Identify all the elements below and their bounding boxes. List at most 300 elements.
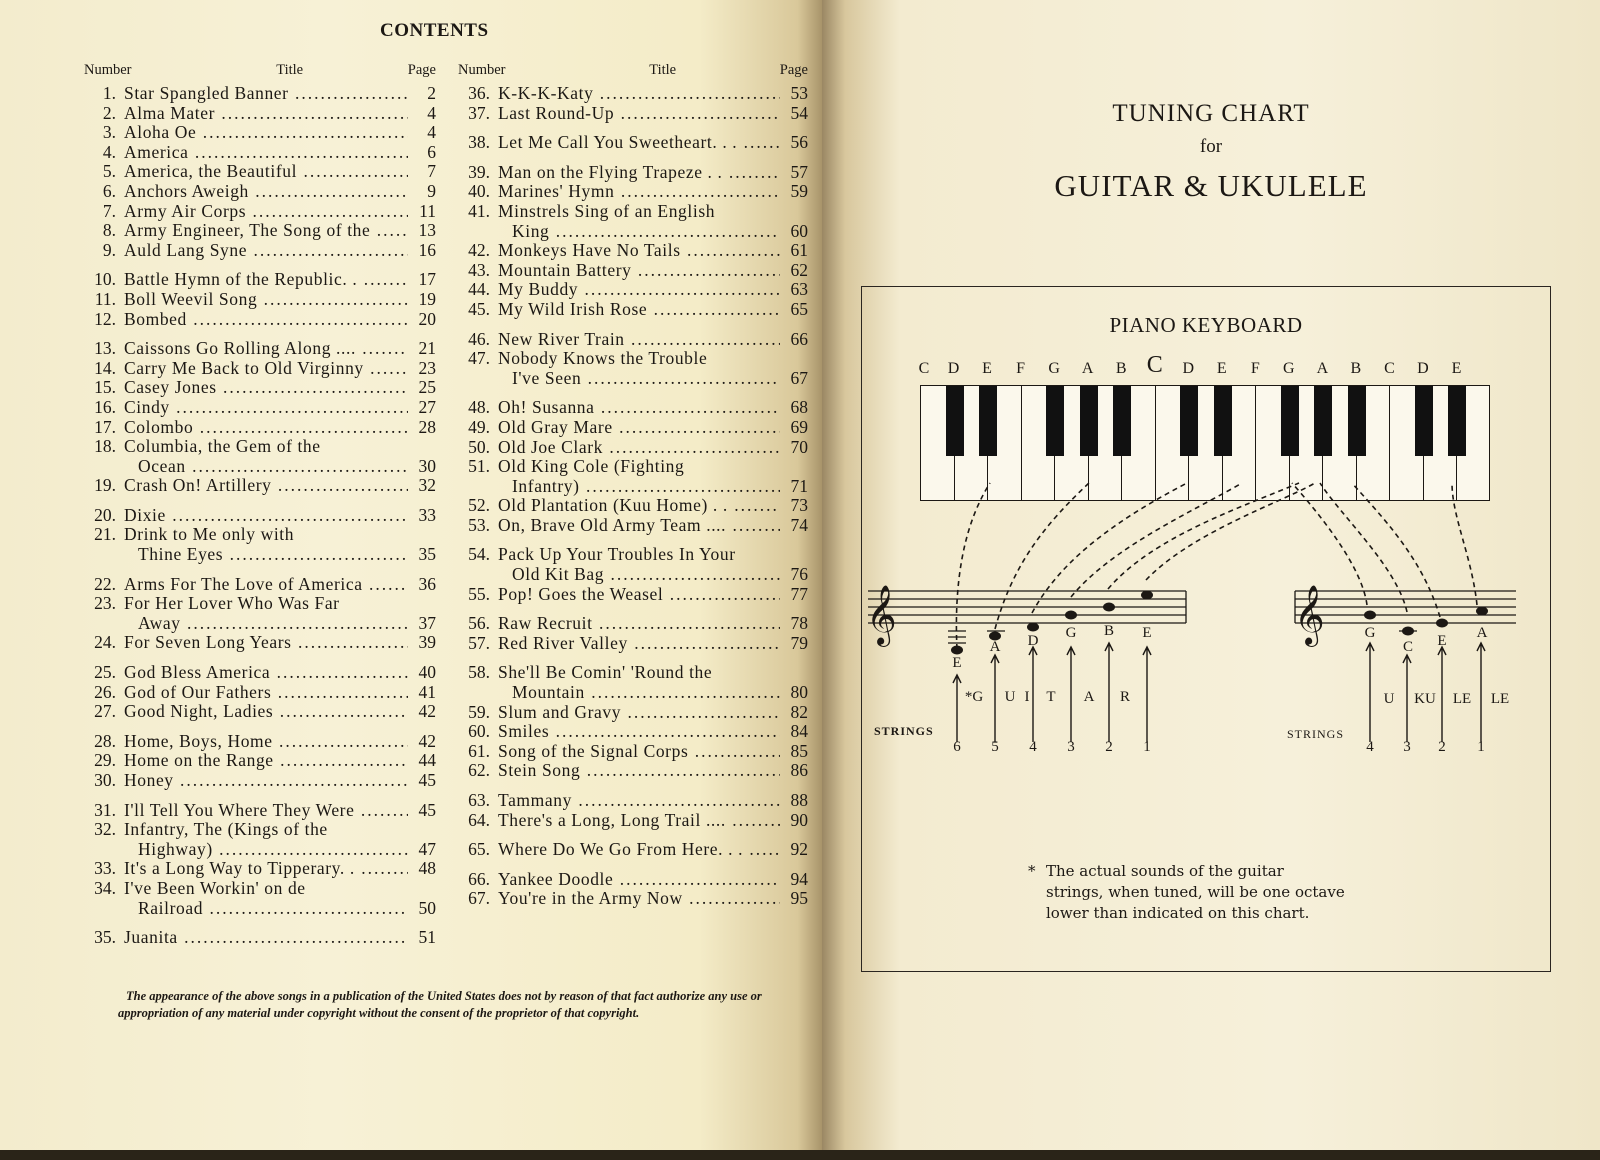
entry-number: 1. <box>102 83 116 103</box>
chart-subtitle: GUITAR & UKULELE <box>1054 168 1368 203</box>
entry-page: 9 <box>427 180 436 201</box>
contents-entry <box>458 222 808 242</box>
entry-gap <box>84 791 436 801</box>
entry-page: 45 <box>418 770 436 790</box>
entry-page: 57 <box>790 161 808 182</box>
contents-entry <box>84 545 436 565</box>
contents-entry <box>84 859 436 879</box>
contents-entry <box>84 732 436 752</box>
entry-page: 88 <box>790 790 808 810</box>
key-label: B <box>1115 360 1127 377</box>
treble-clef-icon: 𝄞 <box>866 587 897 644</box>
entry-title: America ..... <box>124 143 408 163</box>
entry-number: 16. <box>94 396 116 417</box>
contents-list <box>84 84 436 948</box>
entry-number: 7. <box>102 200 116 221</box>
guitar-word-letter: *G <box>964 689 984 705</box>
contents-entry <box>84 879 436 899</box>
entry-title: Columbia, the Gem of the <box>124 437 321 457</box>
contents-entry <box>84 751 436 771</box>
entry-number: 60. <box>468 721 490 742</box>
ukulele-word-letter: U <box>1383 691 1395 707</box>
entry-title: Away ..... <box>124 614 408 634</box>
entry-number: 19. <box>94 475 116 496</box>
tuning-chart-box <box>861 286 1551 972</box>
entry-page: 56 <box>790 132 808 153</box>
entry-page: 53 <box>790 83 808 103</box>
contents-entry <box>84 104 436 124</box>
entry-gap <box>84 496 436 506</box>
entry-page: 50 <box>418 897 436 918</box>
contents-entry <box>458 585 808 605</box>
contents-entry <box>84 457 436 477</box>
entry-gap <box>458 830 808 840</box>
entry-page: 33 <box>418 504 436 525</box>
entry-title: I've Been Workin' on de <box>124 878 306 898</box>
contents-entry <box>84 840 436 860</box>
entry-gap <box>84 722 436 732</box>
entry-title: You're in the Army Now ..... <box>498 889 780 909</box>
contents-entry <box>458 761 808 781</box>
ukulele-note-1: A <box>1476 625 1488 641</box>
entry-page: 62 <box>790 259 808 280</box>
guitar-string-number: 2 <box>1105 739 1113 755</box>
entry-page <box>780 457 808 477</box>
entry-page: 67 <box>790 367 808 388</box>
entry-title: Old Kit Bag ..... <box>498 565 780 585</box>
entry-number: 42. <box>468 240 490 261</box>
entry-title: Where Do We Go From Here. . . ..... <box>498 840 780 860</box>
entry-title: Marines' Hymn ..... <box>498 182 780 202</box>
header-title: Title <box>649 62 677 78</box>
entry-number: 13. <box>94 338 116 359</box>
contents-entry <box>458 369 808 389</box>
contents-column-left <box>84 62 436 948</box>
column-header <box>84 62 436 82</box>
entry-title: Old Plantation (Kuu Home) . . ..... <box>498 496 780 516</box>
contents-entry <box>458 163 808 183</box>
ukulele-word-letter: LE <box>1490 691 1510 707</box>
contents-entry <box>84 899 436 919</box>
entry-title: Casey Jones ..... <box>124 378 408 398</box>
contents-entry <box>84 398 436 418</box>
contents-entry <box>458 330 808 350</box>
contents-entry <box>84 123 436 143</box>
contents-entry <box>458 663 808 683</box>
entry-title: New River Train ..... <box>498 330 780 350</box>
chart-title: TUNING CHART <box>1112 100 1310 127</box>
entry-page: 79 <box>790 632 808 653</box>
guitar-word-letter: A <box>1083 689 1095 705</box>
entry-page <box>408 594 436 614</box>
entry-page <box>408 525 436 545</box>
contents-entry <box>84 702 436 722</box>
entry-title: Crash On! Artillery ..... <box>124 476 408 496</box>
header-page: Page <box>779 62 808 78</box>
entry-number <box>458 477 498 497</box>
key-label: E <box>982 360 992 377</box>
entry-title: My Buddy ..... <box>498 280 780 300</box>
contents-entry <box>84 359 436 379</box>
entry-page: 63 <box>790 279 808 300</box>
entry-number: 37. <box>468 102 490 123</box>
entry-page: 40 <box>418 662 436 683</box>
entry-number: 30. <box>94 770 116 790</box>
entry-number: 55. <box>468 583 490 604</box>
guitar-note-6: E <box>952 655 962 671</box>
header-title: Title <box>276 62 304 78</box>
entry-page: 32 <box>418 475 436 496</box>
entry-page: 76 <box>790 564 808 585</box>
contents-entry <box>458 722 808 742</box>
entry-page: 47 <box>418 838 436 859</box>
entry-page: 71 <box>790 475 808 496</box>
entry-gap <box>458 123 808 133</box>
key-label: C <box>918 360 930 377</box>
entry-gap <box>458 860 808 870</box>
entry-number: 25. <box>94 662 116 683</box>
entry-title: King ..... <box>498 222 780 242</box>
contents-entry <box>84 525 436 545</box>
entry-title: Stein Song ..... <box>498 761 780 781</box>
entry-page: 59 <box>790 181 808 202</box>
entry-page <box>780 663 808 683</box>
contents-entry <box>84 663 436 683</box>
entry-title: America, the Beautiful ..... <box>124 162 408 182</box>
ukulele-word-letter: KU <box>1414 691 1436 707</box>
entry-title: Yankee Doodle ..... <box>498 870 780 890</box>
entry-number: 52. <box>468 495 490 516</box>
entry-page: 28 <box>418 416 436 437</box>
entry-page <box>408 820 436 840</box>
guitar-word-letter: U <box>1004 689 1016 705</box>
contents-entry <box>84 241 436 261</box>
ukulele-string-number: 1 <box>1477 739 1485 755</box>
contents-entry <box>458 683 808 703</box>
contents-entry <box>84 506 436 526</box>
entry-title: Honey ..... <box>124 771 408 791</box>
contents-entry <box>458 840 808 860</box>
entry-page <box>408 879 436 899</box>
chart-title-for: for <box>1199 136 1223 157</box>
contents-entry <box>84 270 436 290</box>
contents-entry <box>84 339 436 359</box>
entry-number: 20. <box>94 504 116 525</box>
entry-page: 2 <box>427 83 436 103</box>
entry-title: Red River Valley ..... <box>498 634 780 654</box>
entry-title: Bombed ..... <box>124 310 408 330</box>
entry-number: 2. <box>102 102 116 123</box>
entry-gap <box>458 153 808 163</box>
key-label: C <box>1146 352 1163 378</box>
guitar-string-number: 6 <box>953 739 961 755</box>
entry-title: Good Night, Ladies ..... <box>124 702 408 722</box>
entry-page: 27 <box>418 396 436 417</box>
contents-entry <box>458 349 808 369</box>
entry-number: 38. <box>468 132 490 153</box>
entry-page: 39 <box>418 632 436 653</box>
entry-page: 23 <box>418 357 436 378</box>
entry-number <box>458 565 498 585</box>
entry-number: 8. <box>102 220 116 241</box>
entry-page: 20 <box>418 308 436 329</box>
guitar-string-number: 1 <box>1143 739 1151 755</box>
entry-page: 54 <box>790 102 808 123</box>
entry-page: 74 <box>790 514 808 535</box>
contents-entry <box>84 771 436 791</box>
entry-number: 57. <box>468 632 490 653</box>
entry-page: 80 <box>790 682 808 703</box>
guitar-note-2: B <box>1103 623 1115 639</box>
entry-title: Arms For The Love of America ..... <box>124 575 408 595</box>
entry-number: 10. <box>94 269 116 290</box>
entry-page: 17 <box>418 269 436 290</box>
entry-number: 6. <box>102 180 116 201</box>
entry-page: 21 <box>418 338 436 359</box>
guitar-note-1: E <box>1142 625 1152 641</box>
guitar-string-number: 4 <box>1029 739 1037 755</box>
entry-number: 11. <box>94 288 116 309</box>
column-header <box>458 62 808 82</box>
entry-number <box>84 545 124 565</box>
contents-entry <box>84 928 436 948</box>
entry-gap <box>458 653 808 663</box>
entry-title: Man on the Flying Trapeze . . ..... <box>498 163 780 183</box>
ukulele-string-number: 3 <box>1403 739 1411 755</box>
entry-number: 67. <box>468 888 490 909</box>
contents-entry <box>458 438 808 458</box>
entry-page: 16 <box>418 239 436 260</box>
contents-entry <box>84 310 436 330</box>
entry-title: Pop! Goes the Weasel ..... <box>498 585 780 605</box>
entry-page: 30 <box>418 455 436 476</box>
entry-number: 3. <box>102 122 116 143</box>
contents-entry <box>84 575 436 595</box>
entry-title: Army Engineer, The Song of the ..... <box>124 221 408 241</box>
entry-number: 33. <box>94 858 116 879</box>
entry-number: 66. <box>468 868 490 889</box>
piano-keyboard-heading: PIANO KEYBOARD <box>1109 313 1303 337</box>
entry-number: 41. <box>468 200 490 221</box>
entry-title: Pack Up Your Troubles In Your <box>498 545 736 565</box>
entry-title: Mountain Battery ..... <box>498 261 780 281</box>
entry-page: 48 <box>418 858 436 879</box>
key-label: A <box>1316 360 1329 377</box>
guitar-note-4: D <box>1027 633 1039 649</box>
entry-page <box>780 545 808 565</box>
entry-title: Auld Lang Syne ..... <box>124 241 408 261</box>
entry-page: 68 <box>790 397 808 418</box>
key-label: D <box>1182 360 1195 377</box>
entry-number: 43. <box>468 259 490 280</box>
entry-number: 61. <box>468 740 490 761</box>
contents-entry <box>458 84 808 104</box>
entry-number: 26. <box>94 681 116 702</box>
entry-page: 77 <box>790 583 808 604</box>
guitar-strings-label: STRINGS <box>874 724 934 738</box>
entry-title: On, Brave Old Army Team .... ..... <box>498 516 780 536</box>
entry-title: Alma Mater ..... <box>124 104 408 124</box>
contents-entry <box>458 565 808 585</box>
entry-title: K-K-K-Katy ..... <box>498 84 780 104</box>
header-number: Number <box>84 62 132 78</box>
contents-entry <box>84 182 436 202</box>
key-label: B <box>1350 360 1362 377</box>
entry-page: 6 <box>427 141 436 162</box>
entry-title: Mountain ..... <box>498 683 780 703</box>
entry-page: 92 <box>790 839 808 860</box>
contents-entry <box>84 820 436 840</box>
copyright-notice: The appearance of the above songs in a publication of the United States does not by reason of that fact authorize any use or appropriation of any material under copyright without the consent of the proprietor of that copyright. <box>118 989 762 1020</box>
entry-title: Drink to Me only with <box>124 525 295 545</box>
entry-title: For Her Lover Who Was Far <box>124 594 340 614</box>
entry-number: 56. <box>468 613 490 634</box>
entry-number: 49. <box>468 416 490 437</box>
entry-title: Colombo ..... <box>124 418 408 438</box>
entry-title: Old Gray Mare ..... <box>498 418 780 438</box>
entry-number: 14. <box>94 357 116 378</box>
entry-title: It's a Long Way to Tipperary. . ..... <box>124 859 408 879</box>
entry-title: Anchors Aweigh ..... <box>124 182 408 202</box>
entry-title: Song of the Signal Corps ..... <box>498 742 780 762</box>
entry-page: 69 <box>790 416 808 437</box>
entry-number <box>84 457 124 477</box>
key-label: D <box>1417 360 1429 377</box>
contents-entry <box>84 143 436 163</box>
entry-number <box>84 899 124 919</box>
entry-number: 22. <box>94 573 116 594</box>
entry-number: 29. <box>94 750 116 771</box>
entry-page <box>408 437 436 457</box>
contents-entry <box>458 496 808 516</box>
ukulele-strings-label: STRINGS <box>1287 727 1345 741</box>
guitar-string-number: 3 <box>1067 739 1075 755</box>
ukulele-word-letter: LE <box>1452 691 1472 707</box>
key-label: D <box>947 360 960 377</box>
contents-entry <box>458 516 808 536</box>
entry-page: 11 <box>419 200 436 221</box>
entry-title: God Bless America ..... <box>124 663 408 683</box>
entry-number: 21. <box>94 524 116 545</box>
contents-entry <box>458 104 808 124</box>
entry-page: 42 <box>418 730 436 751</box>
key-label: C <box>1384 360 1395 377</box>
contents-entry <box>84 378 436 398</box>
entry-number: 46. <box>468 328 490 349</box>
contents-entry <box>458 703 808 723</box>
entry-number: 32. <box>94 819 116 840</box>
contents-entry <box>458 477 808 497</box>
entry-title: Minstrels Sing of an English <box>498 201 716 221</box>
contents-entry <box>84 221 436 241</box>
entry-number: 40. <box>468 181 490 202</box>
guitar-note-5: A <box>989 639 1001 655</box>
entry-title: Slum and Gravy ..... <box>498 703 780 723</box>
entry-page: 25 <box>418 377 436 398</box>
contents-entry <box>458 280 808 300</box>
entry-title: Home, Boys, Home ..... <box>124 732 408 752</box>
entry-number <box>84 840 124 860</box>
ukulele-note-heads <box>1364 607 1488 636</box>
entry-title: Infantry, The (Kings of the <box>124 820 328 840</box>
ukulele-note-4: G <box>1364 625 1376 641</box>
contents-entry <box>458 742 808 762</box>
header-page: Page <box>407 62 436 78</box>
entry-title: Last Round-Up ..... <box>498 104 780 124</box>
entry-title: Juanita ..... <box>124 928 408 948</box>
entry-number: 54. <box>468 544 490 565</box>
entry-number: 24. <box>94 632 116 653</box>
entry-number: 58. <box>468 662 490 683</box>
entry-page: 60 <box>790 220 808 241</box>
entry-number: 18. <box>94 436 116 457</box>
entry-number: 9. <box>102 239 116 260</box>
contents-entry <box>458 418 808 438</box>
entry-page: 65 <box>790 298 808 319</box>
entry-page: 66 <box>790 328 808 349</box>
ukulele-note-3: C <box>1402 639 1414 655</box>
contents-entry <box>458 457 808 477</box>
contents-entry <box>84 683 436 703</box>
entry-page: 94 <box>790 868 808 889</box>
contents-entry <box>458 545 808 565</box>
entry-title: Highway) ..... <box>124 840 408 860</box>
header-number: Number <box>458 62 506 78</box>
entry-gap <box>84 918 436 928</box>
entry-number: 12. <box>94 308 116 329</box>
entry-title: God of Our Fathers ..... <box>124 683 408 703</box>
contents-entry <box>84 801 436 821</box>
entry-number: 31. <box>94 799 116 820</box>
entry-page: 4 <box>427 122 436 143</box>
key-label: G <box>1283 360 1295 377</box>
contents-column-right <box>458 62 808 909</box>
contents-entry <box>458 870 808 890</box>
contents-entry <box>458 241 808 261</box>
treble-clef-icon: 𝄞 <box>1294 587 1325 644</box>
entry-page: 35 <box>418 544 436 565</box>
entry-gap <box>84 260 436 270</box>
entry-title: Tammany ..... <box>498 791 780 811</box>
entry-number <box>84 614 124 634</box>
entry-title: Monkeys Have No Tails ..... <box>498 241 780 261</box>
contents-entry <box>84 614 436 634</box>
ukulele-string-number: 4 <box>1366 739 1374 755</box>
entry-page: 84 <box>790 721 808 742</box>
contents-entry <box>84 594 436 614</box>
entry-number: 45. <box>468 298 490 319</box>
entry-number: 44. <box>468 279 490 300</box>
entry-title: Carry Me Back to Old Virginny ..... <box>124 359 408 379</box>
entry-title: Smiles ..... <box>498 722 780 742</box>
key-label: A <box>1081 360 1094 377</box>
entry-number: 65. <box>468 839 490 860</box>
contents-entry <box>458 133 808 153</box>
entry-number: 23. <box>94 593 116 614</box>
entry-gap <box>84 329 436 339</box>
entry-title: For Seven Long Years ..... <box>124 633 408 653</box>
contents-entry <box>458 300 808 320</box>
contents-entry <box>458 791 808 811</box>
key-label: E <box>1451 360 1462 377</box>
entry-title: Army Air Corps ..... <box>124 202 408 222</box>
footnote-text: The actual sounds of the guitar strings, when tuned, will be one octave lower than indicated on this chart. <box>1046 862 1345 922</box>
entry-number: 15. <box>94 377 116 398</box>
guitar-note-3: G <box>1065 625 1077 641</box>
ukulele-note-2: E <box>1437 633 1447 649</box>
contents-entry <box>84 418 436 438</box>
entry-page: 70 <box>790 436 808 457</box>
